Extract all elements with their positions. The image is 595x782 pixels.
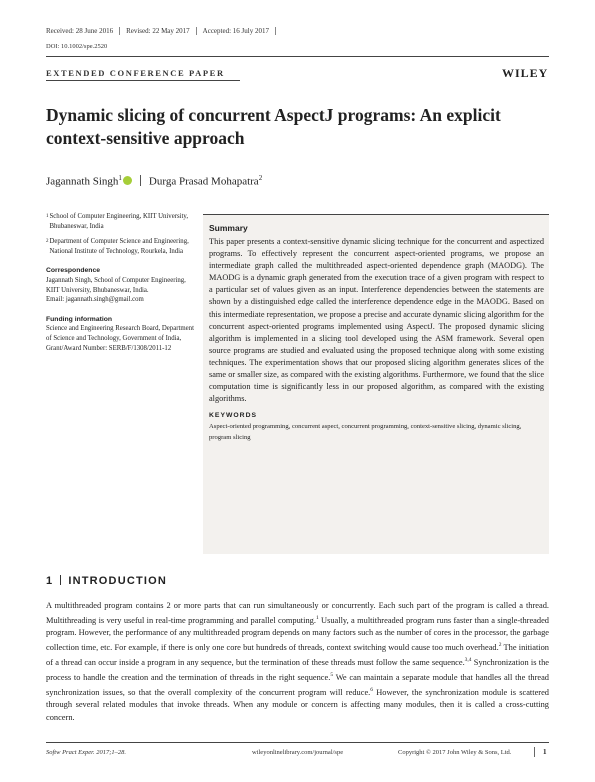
divider [196, 27, 197, 35]
article-dates [46, 27, 282, 35]
publisher-logo: WILEY [502, 66, 549, 80]
page-number: 1 [543, 748, 547, 756]
funding-heading: Funding information [46, 315, 113, 323]
text-run: We can maintain a separate module that handles all the thread synchronization issues, so that the overall complexity of the concurrent program will reduce. [46, 673, 549, 698]
revised-date: Revised: 22 May 2017 [126, 27, 190, 35]
divider [534, 747, 535, 757]
email-link[interactable]: Email: jagannath.singh@gmail.com [46, 296, 144, 304]
author-affiliation-marker: 2 [258, 174, 263, 182]
affiliation-text: Department of Computer Science and Engineering, National Institute of Technology, Rourkela, India [49, 238, 189, 255]
keywords-heading: KEYWORDS [209, 412, 258, 420]
section-number: 1 [46, 575, 54, 587]
affiliation [46, 237, 196, 256]
keywords-text: Aspect-oriented programming, concurrent aspect, concurrent programming, context-sensitive slicing, dynamic slicing, program slicing [209, 423, 522, 441]
funding [46, 315, 196, 353]
divider [60, 575, 61, 585]
summary-box [203, 214, 549, 554]
paper-type-underline [46, 80, 240, 81]
journal-url[interactable]: wileyonlinelibrary.com/journal/spe [252, 749, 344, 756]
header-rule [46, 56, 549, 57]
author-affiliation-marker: 1 [118, 174, 122, 182]
copyright: Copyright © 2017 John Wiley & Sons, Ltd. [398, 749, 512, 756]
section-title: INTRODUCTION [68, 575, 168, 587]
article-info-sidebar [46, 212, 196, 359]
text-run: However, the synchronization module is scattered through several related modules that invoke threads. When any module or concern is affecting many modules, then it is called a cross-cutting concern. [46, 688, 549, 722]
orcid-icon[interactable] [123, 176, 132, 185]
journal-citation: Softw Pract Exper. 2017;1–28. [46, 749, 126, 756]
section-heading [46, 575, 167, 587]
paper-title: Dynamic slicing of concurrent AspectJ programs: An explicit context-sensitive approach [46, 105, 501, 148]
citation[interactable]: 3,4 [464, 657, 472, 664]
citation[interactable]: 1 [315, 615, 319, 622]
introduction-paragraph [46, 600, 549, 724]
affiliation [46, 212, 196, 231]
summary-heading: Summary [209, 223, 248, 233]
doi[interactable]: DOI: 10.1002/spe.2520 [46, 43, 108, 50]
affiliation-marker: 1 [46, 214, 49, 219]
funding-text: Science and Engineering Research Board, Department of Science and Technology, Government of India, Grant/Award Number: SERB/F/1308/2011-12 [46, 325, 194, 352]
text-run: Synchronization is the process to handle the creation and the termination of threads in the right sequence. [46, 658, 549, 683]
citation[interactable]: 5 [330, 672, 334, 679]
affiliation-marker: 2 [46, 239, 49, 245]
divider [140, 175, 141, 186]
divider [119, 27, 120, 35]
author-name[interactable]: Jagannath Singh [46, 175, 119, 188]
correspondence-heading: Correspondence [46, 267, 101, 275]
summary-text: This paper presents a context-sensitive dynamic slicing technique for the concurrent and aspectized programs. To effectively represent the concurrent aspect-oriented programs, we propose an intermediate graph called the multithreaded aspect-oriented dependence graph (MAODG). The MAODG is a dynamic graph generated from the execution trace of a given program with respect to a particular set of values given as an input. Interference dependencies between the statements are shown by a distinguished edge called the interference dependence edge in the MAODG. Based on this intermediate representation, we propose a precise and accurate dynamic slicing algorithm for the concurrent aspect-oriented programs implemented using AspectJ. The proposed dynamic slicing algorithm is implemented in a slicing tool developed using the ASM framework. Several open source programs are studied and evaluated using the proposed technique along with some existing techniques. The experimentation shows that our proposed slicing algorithm generates slices of the same or smaller size, as compared with the existing algorithms. Furthermore, we found that the slice computation time is significantly less in our proposed algorithm, as compared with the existing algorithms. [209, 237, 544, 404]
divider [275, 27, 276, 35]
received-date: Received: 28 June 2016 [46, 27, 114, 35]
paper-type: EXTENDED CONFERENCE PAPER [46, 68, 225, 78]
accepted-date: Accepted: 16 July 2017 [202, 27, 269, 35]
author-name[interactable]: Durga Prasad Mohapatra [148, 175, 259, 188]
text-run: The initiation of a thread can occur inside a program in any sequence, but the termination of these threads must follow the same sequence. [46, 643, 549, 668]
affiliation-text: School of Computer Engineering, KIIT University, Bhubaneswar, India [49, 213, 189, 230]
footer-rule [46, 742, 549, 743]
correspondence [46, 266, 196, 304]
text-run: A multithreaded program contains 2 or more parts that can run simultaneously or concurrently. Each such part of the program is called a thread. Multithreading is very useful in real-time programming and parallel computing. [46, 601, 549, 625]
correspondence-text: Jagannath Singh, School of Computer Engineering, KIIT University, Bhubaneswar, India. [46, 276, 186, 294]
citation[interactable]: 2 [498, 642, 502, 649]
text-run: Usually, a multithreaded program runs faster than a single-threaded program. However, the performance of any multithreaded program depends on many factors such as the number of cores in the processor, the garbage collection time, etc. For example, if there is only one core but hundreds of threads, context switching would cause too much overhead. [46, 616, 549, 653]
citation[interactable]: 6 [370, 687, 374, 694]
author-list [46, 174, 262, 188]
